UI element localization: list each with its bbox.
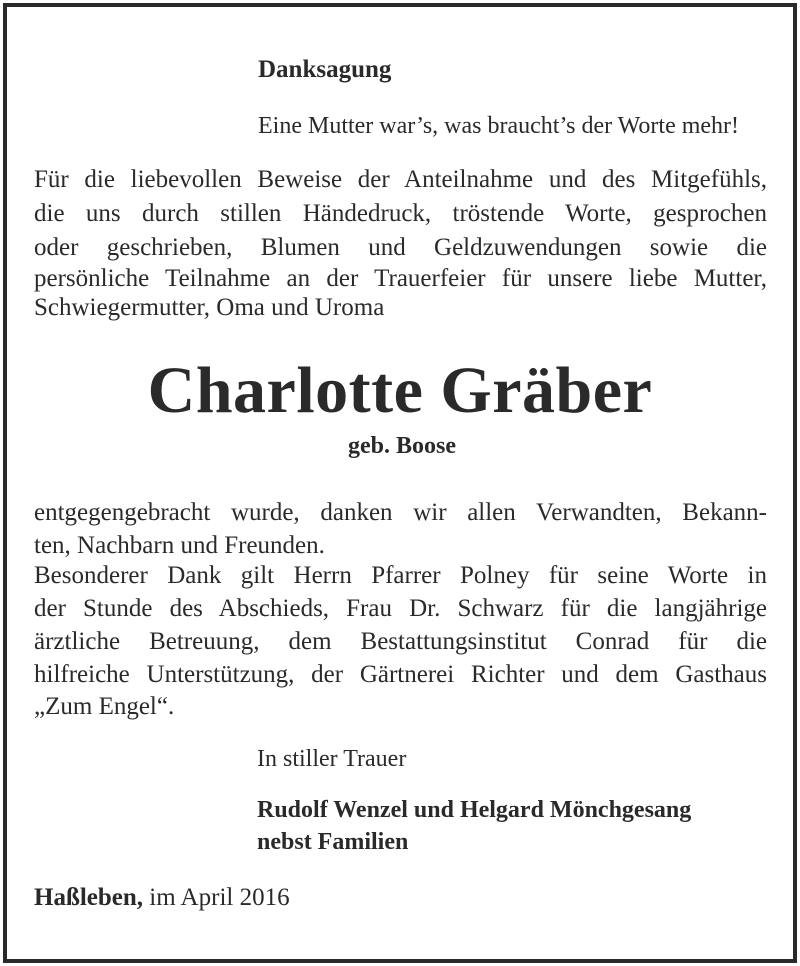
thanks-line: hilfreiche Unterstützung, der Gärtnerei Richter und dem Gasthaus — [34, 661, 767, 688]
intro-line: persönliche Teilnahme an der Trauerfeier für unsere liebe Mutter, — [34, 265, 767, 292]
birth-name: geb. Boose — [348, 433, 456, 459]
thanks-line: „Zum Engel“. — [34, 693, 175, 720]
thanks-line: ärztliche Betreuung, dem Bestattungsinstitut Conrad für die — [34, 628, 767, 655]
signatory-family: nebst Familien — [257, 829, 409, 855]
thanks-line: der Stunde des Abschieds, Frau Dr. Schwarz für die langjährige — [34, 595, 767, 622]
place-date — [34, 883, 290, 913]
place: Haßleben, — [34, 884, 144, 911]
date: im April 2016 — [149, 884, 290, 911]
motto: Eine Mutter war’s, was braucht’s der Worte mehr! — [258, 113, 740, 139]
notice-heading: Danksagung — [258, 56, 392, 83]
intro-line: Für die liebevollen Beweise der Anteilnahme und des Mitgefühls, — [34, 166, 767, 193]
thanks-line: ten, Nachbarn und Freunden. — [34, 532, 325, 559]
signatory-names: Rudolf Wenzel und Helgard Mönchgesang — [257, 797, 692, 823]
thanks-line: entgegengebracht wurde, danken wir allen Verwandten, Bekann- — [34, 499, 767, 526]
intro-line: die uns durch stillen Händedruck, tröstende Worte, gesprochen — [34, 200, 767, 227]
intro-line: Schwiegermutter, Oma und Uroma — [34, 294, 385, 321]
thanks-line: Besonderer Dank gilt Herrn Pfarrer Polney für seine Worte in — [34, 562, 767, 589]
deceased-name: Charlotte Gräber — [147, 354, 653, 427]
intro-line: oder geschrieben, Blumen und Geldzuwendungen sowie die — [34, 234, 767, 261]
mourning-phrase: In stiller Trauer — [257, 746, 407, 772]
